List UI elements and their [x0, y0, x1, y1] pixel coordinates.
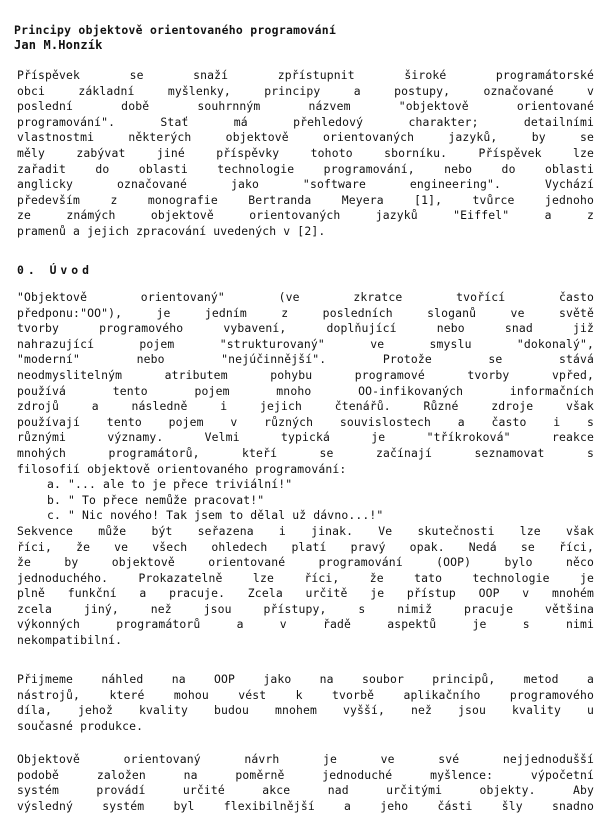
text-line: nahrazující pojem "strukturovaný" ve smyslu "dokonalý", [17, 336, 594, 351]
document-title: Principy objektově orientovaného programování [14, 23, 337, 37]
text-line: Příspěvek se snaží zpřístupnit široké programátorské [17, 68, 594, 82]
text-line: plně funkční a pracuje. Zcela určitě je přístup OOP v mnohém [17, 586, 594, 601]
text-line: především z monografie Bertranda Meyera [1], tvůrce jednoho [17, 192, 594, 207]
text-line: neodmyslitelným atributem pohybu programové tvorby vpřed, [17, 367, 594, 382]
text-line: "Objektově orientovaný" (ve zkratce tvořící často [17, 290, 594, 304]
text-line: podobě založen na poměrně jednoduché myšlence: výpočetní [17, 767, 594, 782]
text-line: nástrojů, které mohou vést k tvorbě aplikačního programového [17, 687, 594, 702]
text-line: díla, jehož kvality budou mnohem vyšší, než jsou kvality u [17, 703, 594, 718]
text-line: výkonných programátorů a v řadě aspektů je s nimi [17, 617, 594, 632]
text-line: poslední době souhrnným názvem "objektově orientované [17, 99, 594, 114]
text-line: anglicky označované jako "software engineering". Vychází [17, 177, 594, 192]
document-author: Jan M.Honzík [14, 38, 103, 52]
text-line: různými významy. Velmi typická je "tříkroková" reakce [17, 430, 594, 445]
text-line: tvorby programového vybavení, doplňující nebo snad již [17, 321, 594, 336]
text-line: Objektově orientovaný návrh je ve své nejjednodušší [17, 752, 594, 766]
text-line: zařadit do oblasti technologie programování, nebo do oblasti [17, 161, 594, 176]
text-line: používají tento pojem v různých souvislostech a často i s [17, 414, 594, 429]
text-line: jednoduchého. Prokazatelně lze říci, že tato technologie je [17, 570, 594, 585]
text-line: Přijmeme náhled na OOP jako na soubor principů, metod a [17, 672, 594, 686]
list-item: c. " Nic nového! Tak jsem to dělal už dávno...!" [47, 508, 384, 523]
text-line: systém provádí určité akce nad určitými objekty. Aby [17, 783, 594, 798]
text-line: zdrojů a následně i jejich čtenářů. Různé zdroje však [17, 399, 594, 414]
text-line: výsledný systém byl flexibilnější a jeho části šly snadno [17, 798, 594, 813]
text-line: současné produkce. [17, 718, 144, 733]
text-line: mnohých programátorů, kteří se začínají seznamovat s [17, 445, 594, 460]
text-line: nekompatibilní. [17, 633, 123, 648]
text-line: ze známých objektově orientovaných jazyků "Eiffel" a z [17, 208, 594, 223]
text-line: Sekvence může být seřazena i jinak. Ve skutečnosti lze však [17, 523, 594, 538]
section-heading: 0. Úvod [17, 263, 94, 277]
text-line: předponu:"OO"), je jedním z posledních sloganů ve světě [17, 305, 594, 320]
list-item: b. " To přece nemůže pracovat!" [47, 492, 265, 507]
text-line: používá tento pojem mnoho OO-infikovaných informačních [17, 383, 594, 398]
text-line: říci, že ve všech ohledech platí pravý opak. Nedá se říci, [17, 539, 594, 554]
text-line: že by objektově orientované programování (OOP) bylo něco [17, 555, 594, 570]
text-line: obci základní myšlenky, principy a postupy, označované v [17, 83, 594, 98]
oop-view-paragraph [17, 672, 594, 734]
text-line: filosofií objektově orientovaného programování: [17, 461, 347, 476]
text-line: pramenů a jejich zpracování uvedených v [2]. [17, 223, 326, 238]
text-line: vlastnostmi některých objektově orientovaných jazyků, by se [17, 130, 594, 145]
text-line: "moderní" nebo "nejúčinnější". Protože se stává [17, 352, 594, 367]
design-paragraph [17, 752, 594, 814]
text-line: programování". Stať má přehledový charakter; detailními [17, 114, 594, 129]
list-item: a. "... ale to je přece triviální!" [47, 477, 293, 492]
intro-paragraph [17, 290, 594, 649]
abstract-paragraph [17, 68, 594, 240]
text-line: zcela jiný, než jsou přístupy, s nimiž pracuje většina [17, 601, 594, 616]
text-line: měly zabývat jiné příspěvky tohoto sborníku. Příspěvek lze [17, 145, 594, 160]
